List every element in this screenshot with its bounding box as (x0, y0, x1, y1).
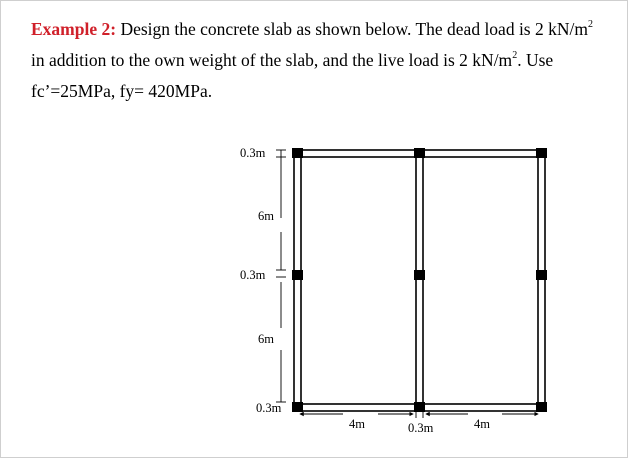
column (292, 148, 303, 158)
dim-bottom-beam: 0.3m (256, 401, 282, 415)
left-beam (294, 150, 301, 411)
column (292, 270, 303, 280)
dim-h-mid-beam: 0.3m (408, 421, 434, 435)
column (414, 270, 425, 280)
problem-mid: in addition to the own weight of the slab, and the live load is 2 kN/m (31, 50, 513, 70)
middle-beam (416, 150, 423, 411)
right-beam (538, 150, 545, 411)
column (536, 402, 547, 412)
vertical-dimension-line (276, 150, 286, 402)
beams (294, 150, 545, 411)
example-label: Example 2: (31, 19, 117, 39)
dim-span-1: 6m (258, 209, 274, 223)
problem-intro: Design the concrete slab as shown below. The dead load is 2 kN/m (120, 19, 588, 39)
dim-h-span-1: 4m (349, 417, 365, 431)
column (414, 148, 425, 158)
dim-top-beam: 0.3m (240, 146, 266, 160)
column (536, 270, 547, 280)
dim-span-2: 6m (258, 332, 274, 346)
column (536, 148, 547, 158)
unit-exponent-2: 2 (512, 50, 518, 62)
dim-mid-beam: 0.3m (240, 268, 266, 282)
column (292, 402, 303, 412)
columns (292, 148, 547, 412)
unit-exponent-1: 2 (587, 19, 593, 31)
problem-tail: . Use fc’=25MPa, fy= 420MPa. (31, 50, 554, 101)
dim-h-span-2: 4m (474, 417, 490, 431)
